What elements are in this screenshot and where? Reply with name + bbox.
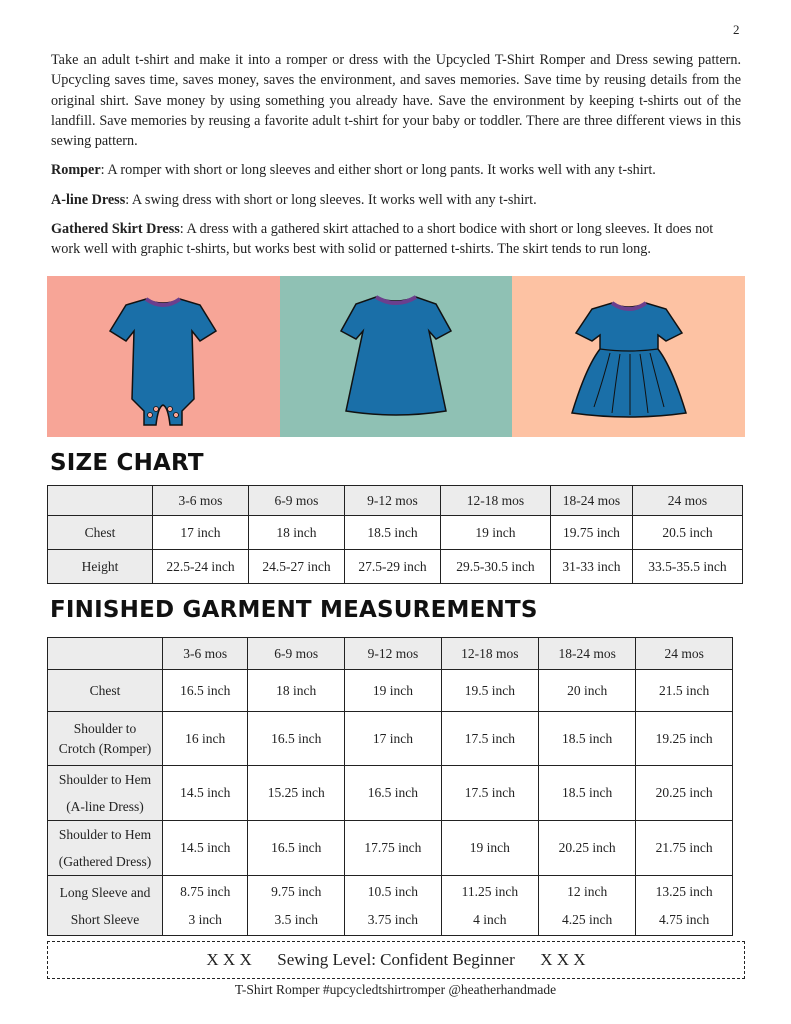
- table-cell: [539, 821, 636, 876]
- cell-line: 11.25 inch: [461, 883, 519, 899]
- column-header: 6-9 mos: [248, 638, 345, 670]
- column-header: 9-12 mos: [344, 486, 440, 516]
- column-header: 6-9 mos: [248, 486, 344, 516]
- table-cell: 19 inch: [440, 516, 550, 550]
- table-cell: [163, 712, 248, 766]
- cell-line: 4.75 inch: [659, 911, 710, 927]
- column-header: 18-24 mos: [550, 486, 632, 516]
- gathered-dress-panel: [512, 276, 745, 437]
- cell-line: 4.25 inch: [562, 911, 613, 927]
- table-row: [48, 712, 733, 766]
- view-desc: : A swing dress with short or long sleeves. It works well with any t-shirt.: [125, 191, 537, 208]
- table-cell: 31-33 inch: [550, 550, 632, 584]
- table-cell: 19.75 inch: [550, 516, 632, 550]
- view-name: A-line Dress: [51, 191, 126, 208]
- view-name: Romper: [51, 162, 101, 179]
- table-cell: 18.5 inch: [344, 516, 440, 550]
- cell-line: 21.75 inch: [655, 840, 713, 855]
- table-cell: [345, 766, 442, 821]
- cell-line: 14.5 inch: [180, 785, 231, 800]
- cell-line: 12 inch: [567, 883, 608, 899]
- cell-line: 16.5 inch: [180, 682, 231, 698]
- row-header: [48, 766, 163, 821]
- table-cell: [163, 821, 248, 876]
- row-header: [48, 876, 163, 936]
- row-header-line: Shoulder to Hem: [58, 827, 152, 842]
- size-chart-table: [47, 485, 743, 584]
- row-header: [48, 821, 163, 876]
- cell-line: 15.25 inch: [267, 785, 325, 800]
- column-header: 24 mos: [632, 486, 742, 516]
- cell-line: 8.75 inch: [180, 883, 231, 899]
- cell-line: 17 inch: [372, 730, 413, 746]
- row-header-line: Shoulder to Hem: [58, 772, 152, 787]
- column-header: 12-18 mos: [440, 486, 550, 516]
- table-cell: [539, 712, 636, 766]
- cell-line: 19 inch: [469, 840, 510, 855]
- table-cell: [248, 821, 345, 876]
- table-corner: [48, 486, 153, 516]
- table-cell: 24.5-27 inch: [248, 550, 344, 584]
- cell-line: 16.5 inch: [271, 840, 322, 855]
- level-marker-left: X X X: [206, 950, 252, 969]
- cell-line: 10.5 inch: [367, 883, 419, 899]
- table-cell: [636, 766, 733, 821]
- cell-line: 3 inch: [188, 911, 222, 927]
- table-cell: [636, 712, 733, 766]
- table-header-row: [48, 638, 733, 670]
- table-cell: [345, 876, 442, 936]
- sewing-level-box: [47, 941, 745, 979]
- view-desc: : A dress with a gathered skirt attached to a short bodice with short or long sleeves. It does not work well with graphic t-shirts, but works best with solid or patterned t-shirts. The skirt tends to run long.: [51, 221, 714, 258]
- cell-line: 3.75 inch: [367, 911, 419, 927]
- table-cell: [539, 876, 636, 936]
- table-cell: 22.5-24 inch: [153, 550, 249, 584]
- cell-line: 14.5 inch: [180, 840, 231, 855]
- row-header: [48, 670, 163, 712]
- table-cell: 17 inch: [153, 516, 249, 550]
- cell-line: 20 inch: [567, 682, 608, 698]
- cell-line: 19.25 inch: [655, 730, 713, 746]
- table-cell: [248, 876, 345, 936]
- aline-dress-illustration: [321, 287, 471, 427]
- table-cell: [163, 876, 248, 936]
- table-row: [48, 876, 733, 936]
- row-header: [48, 712, 163, 766]
- table-cell: [636, 876, 733, 936]
- table-cell: [345, 670, 442, 712]
- cell-line: 17.75 inch: [364, 840, 422, 855]
- table-corner: [48, 638, 163, 670]
- footer-credit: T-Shirt Romper #upcycledtshirtromper @heatherhandmade: [234, 982, 557, 997]
- level-marker-right: X X X: [540, 950, 586, 969]
- row-header-line: Chest: [89, 682, 121, 698]
- table-row: [48, 550, 743, 584]
- column-header: 9-12 mos: [345, 638, 442, 670]
- row-header-line: Short Sleeve: [70, 911, 140, 927]
- cell-line: 18.5 inch: [562, 730, 613, 746]
- row-header: Height: [48, 550, 153, 584]
- column-header: 12-18 mos: [441, 638, 538, 670]
- cell-line: 3.5 inch: [274, 911, 318, 927]
- sewing-level-text: Sewing Level: Confident Beginner: [277, 950, 515, 969]
- cell-line: 4 inch: [473, 911, 507, 927]
- table-cell: [441, 821, 538, 876]
- table-cell: 18 inch: [248, 516, 344, 550]
- cell-line: 18 inch: [276, 682, 317, 698]
- finished-measurements-table: [47, 637, 733, 936]
- row-header-line: Shoulder to: [73, 720, 137, 736]
- cell-line: 13.25 inch: [655, 883, 713, 899]
- table-cell: [345, 821, 442, 876]
- table-cell: [248, 670, 345, 712]
- cell-line: 20.25 inch: [558, 840, 616, 855]
- table-cell: [163, 766, 248, 821]
- row-header-line: (A-line Dress): [66, 799, 144, 814]
- row-header-line: Long Sleeve and: [59, 884, 151, 900]
- intro-text: [51, 50, 741, 269]
- row-header: Chest: [48, 516, 153, 550]
- table-cell: [441, 670, 538, 712]
- finished-table-body: [48, 638, 733, 936]
- table-cell: 29.5-30.5 inch: [440, 550, 550, 584]
- table-cell: [441, 876, 538, 936]
- table-cell: [345, 712, 442, 766]
- aline-dress-panel: [280, 276, 513, 437]
- table-row: [48, 821, 733, 876]
- cell-line: 19 inch: [372, 682, 413, 698]
- table-row: [48, 516, 743, 550]
- view-illustrations: [47, 276, 745, 437]
- cell-line: 17.5 inch: [464, 785, 515, 800]
- column-header: 3-6 mos: [153, 486, 249, 516]
- view-gathered-dress: [51, 219, 741, 260]
- row-header-line: Crotch (Romper): [58, 740, 152, 756]
- intro-paragraph: Take an adult t-shirt and make it into a romper or dress with the Upcycled T-Shirt Romper and Dress sewing pattern. Upcycling saves time, saves money, saves the environment, and saves memories. Save time by reusing details from the original shirt. Save money by using something you already have. Save the environment by keeping t-shirts out of the landfill. Save memories by reusing a favorite adult t-shirt for your baby or toddler. There are three different views in this sewing pattern.: [51, 52, 741, 150]
- gathered-dress-illustration: [554, 287, 704, 427]
- cell-line: 21.5 inch: [659, 682, 710, 698]
- table-cell: [248, 766, 345, 821]
- table-cell: [441, 766, 538, 821]
- view-aline-dress: [51, 190, 741, 210]
- view-romper: [51, 160, 741, 180]
- column-header: 3-6 mos: [163, 638, 248, 670]
- table-cell: 27.5-29 inch: [344, 550, 440, 584]
- table-cell: [441, 712, 538, 766]
- size-chart-heading: SIZE CHART: [50, 450, 204, 476]
- table-row: [48, 670, 733, 712]
- table-cell: [248, 712, 345, 766]
- table-row: [48, 766, 733, 821]
- view-desc: : A romper with short or long sleeves and either short or long pants. It works well with any t-shirt.: [100, 162, 656, 179]
- table-cell: [636, 821, 733, 876]
- table-cell: [539, 766, 636, 821]
- column-header: 24 mos: [636, 638, 733, 670]
- romper-illustration: [88, 287, 238, 427]
- page-number: 2: [733, 22, 740, 37]
- cell-line: 16.5 inch: [271, 730, 322, 746]
- table-cell: 20.5 inch: [632, 516, 742, 550]
- table-cell: [636, 670, 733, 712]
- cell-line: 18.5 inch: [562, 785, 613, 800]
- cell-line: 9.75 inch: [271, 883, 322, 899]
- cell-line: 17.5 inch: [464, 730, 515, 746]
- cell-line: 20.25 inch: [655, 785, 713, 800]
- romper-panel: [47, 276, 280, 437]
- cell-line: 16.5 inch: [367, 785, 419, 800]
- table-cell: [163, 670, 248, 712]
- cell-line: 16 inch: [185, 730, 226, 746]
- table-cell: [539, 670, 636, 712]
- row-header-line: (Gathered Dress): [58, 854, 152, 869]
- table-header-row: [48, 486, 743, 516]
- finished-measurements-heading: FINISHED GARMENT MEASUREMENTS: [50, 597, 538, 623]
- table-cell: 33.5-35.5 inch: [632, 550, 742, 584]
- column-header: 18-24 mos: [539, 638, 636, 670]
- view-name: Gathered Skirt Dress: [51, 221, 180, 238]
- cell-line: 19.5 inch: [464, 682, 515, 698]
